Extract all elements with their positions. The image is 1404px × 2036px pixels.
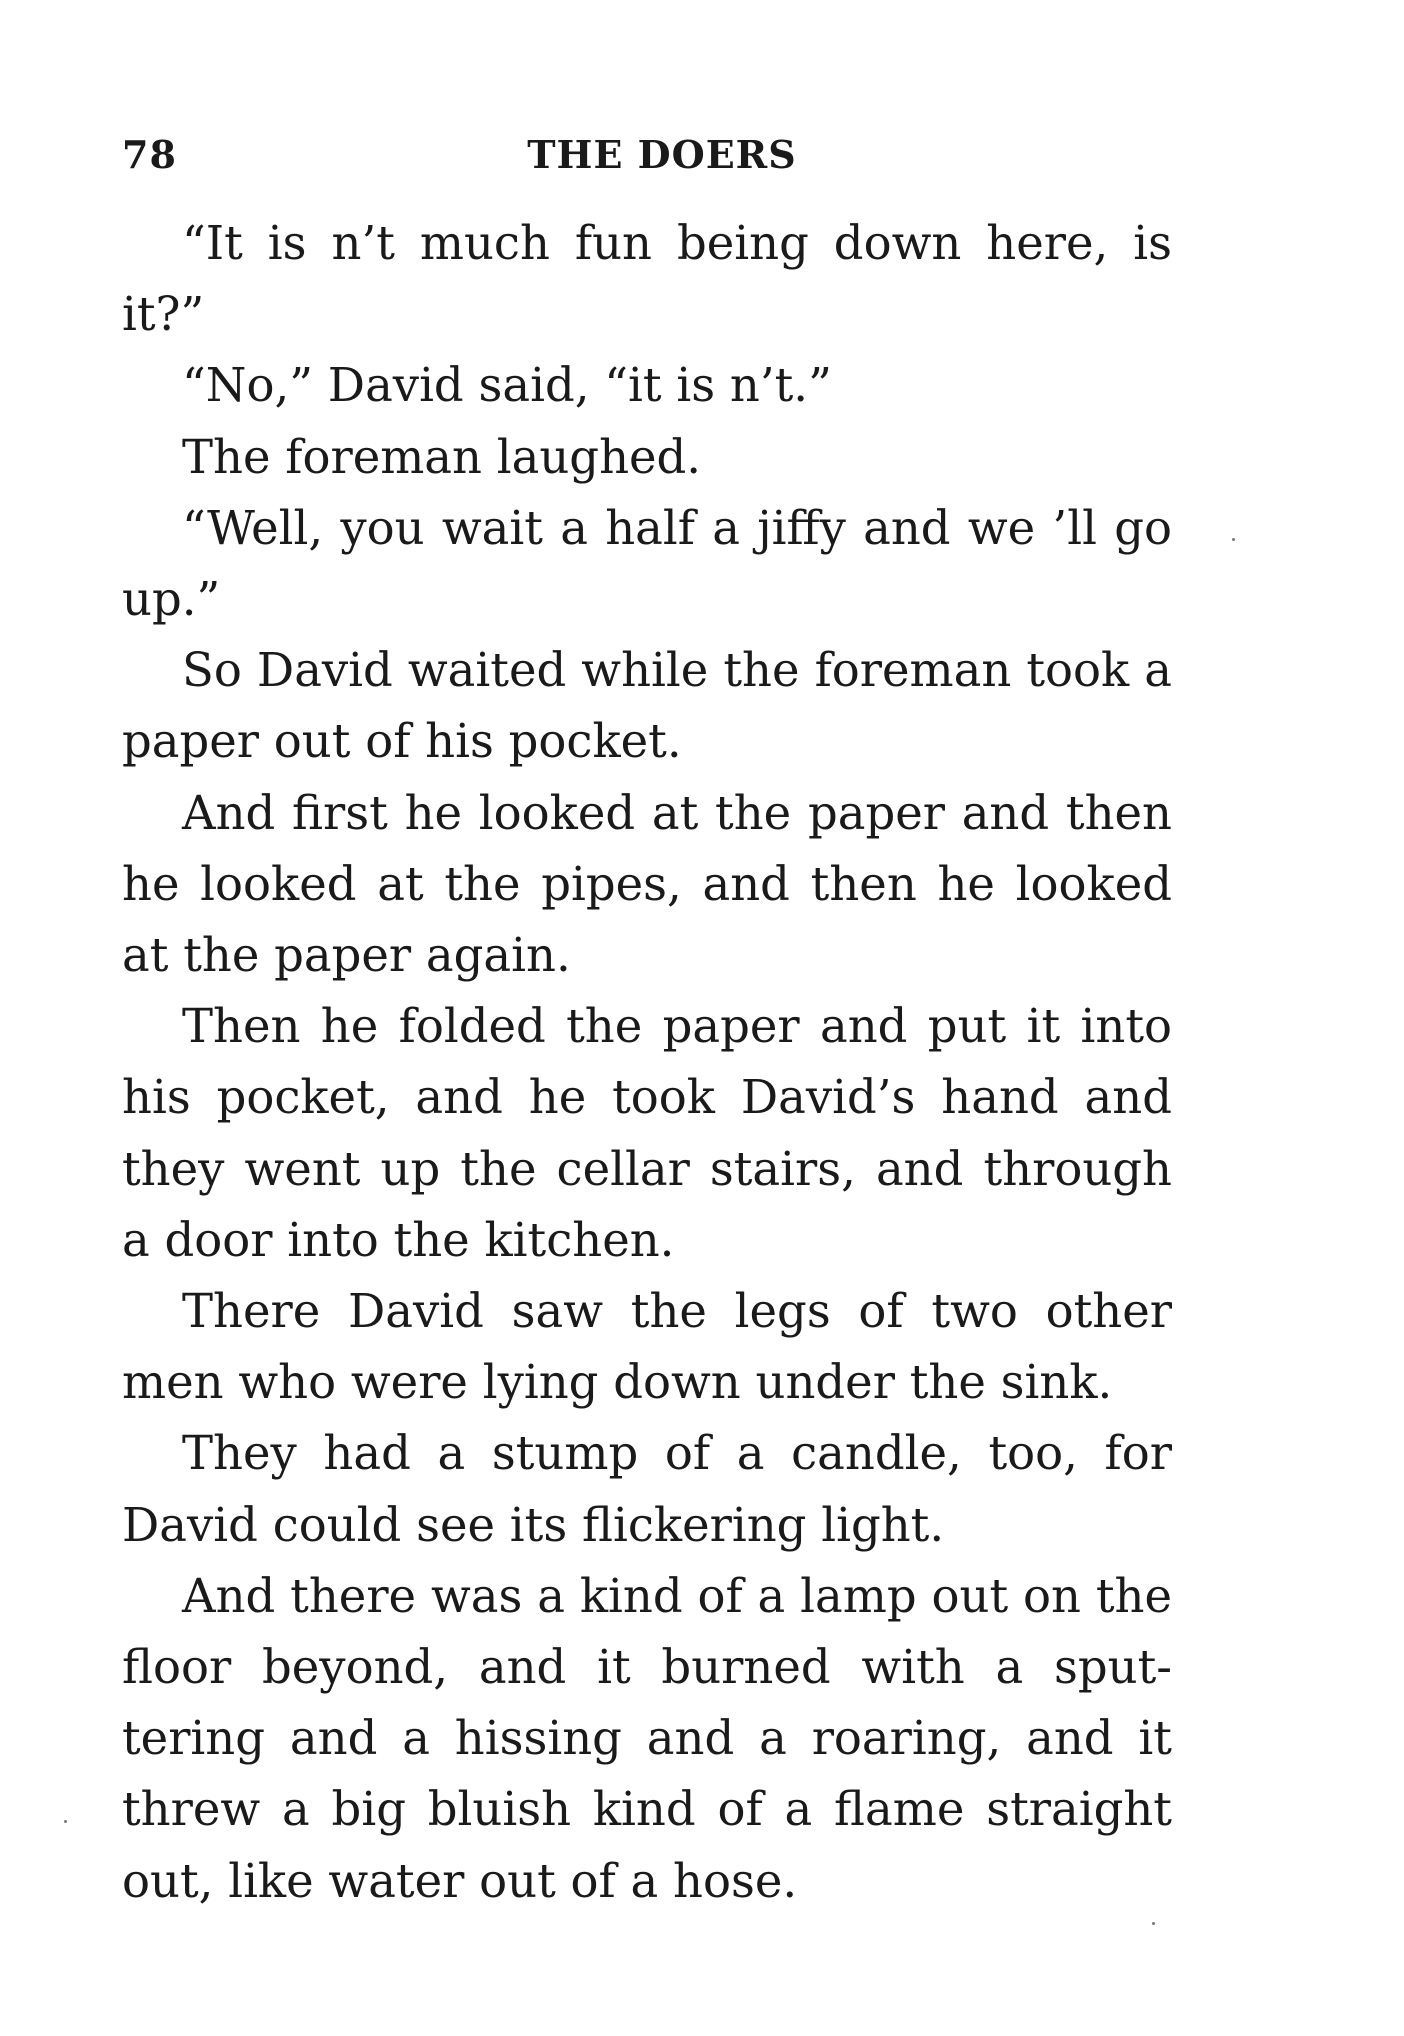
paragraph: And first he looked at the paper and then he looked at the pipes, and then he looked at the paper again.: [122, 785, 1172, 983]
paragraph: The foreman laughed.: [182, 429, 702, 484]
paper-speck: [64, 1820, 67, 1823]
paragraph: And there was a kind of a lamp out on the floor beyond, and it burned with a sputtering and a hissing and a roaring, and it threw a big bluish kind of a flame straight out, like water out of a hose.: [122, 1568, 1172, 1908]
page-number: 78: [122, 132, 177, 177]
paragraph: There David saw the legs of two other men who were lying down under the sink.: [122, 1284, 1172, 1410]
running-title: THE DOERS: [527, 132, 797, 177]
body-text: [122, 208, 1172, 1917]
paragraph: “Well, you wait a half a jiffy and we ’ll go up.”: [122, 500, 1172, 627]
paper-speck: [1152, 1922, 1155, 1925]
paragraph: So David waited while the foreman took a paper out of his pocket.: [122, 643, 1172, 769]
running-head: [122, 132, 1172, 182]
paragraph: “No,” David said, “it is n’t.”: [182, 358, 832, 413]
paragraph: “It is n’t much fun being down here, is it?”: [122, 216, 1172, 342]
paragraph: Then he folded the paper and put it into his pocket, and he took David’s hand and they went up the cellar stairs, and through a door into the kitchen.: [122, 999, 1172, 1267]
paragraph: They had a stump of a candle, too, for David could see its flickering light.: [122, 1426, 1172, 1552]
paper-speck: [1232, 538, 1235, 541]
